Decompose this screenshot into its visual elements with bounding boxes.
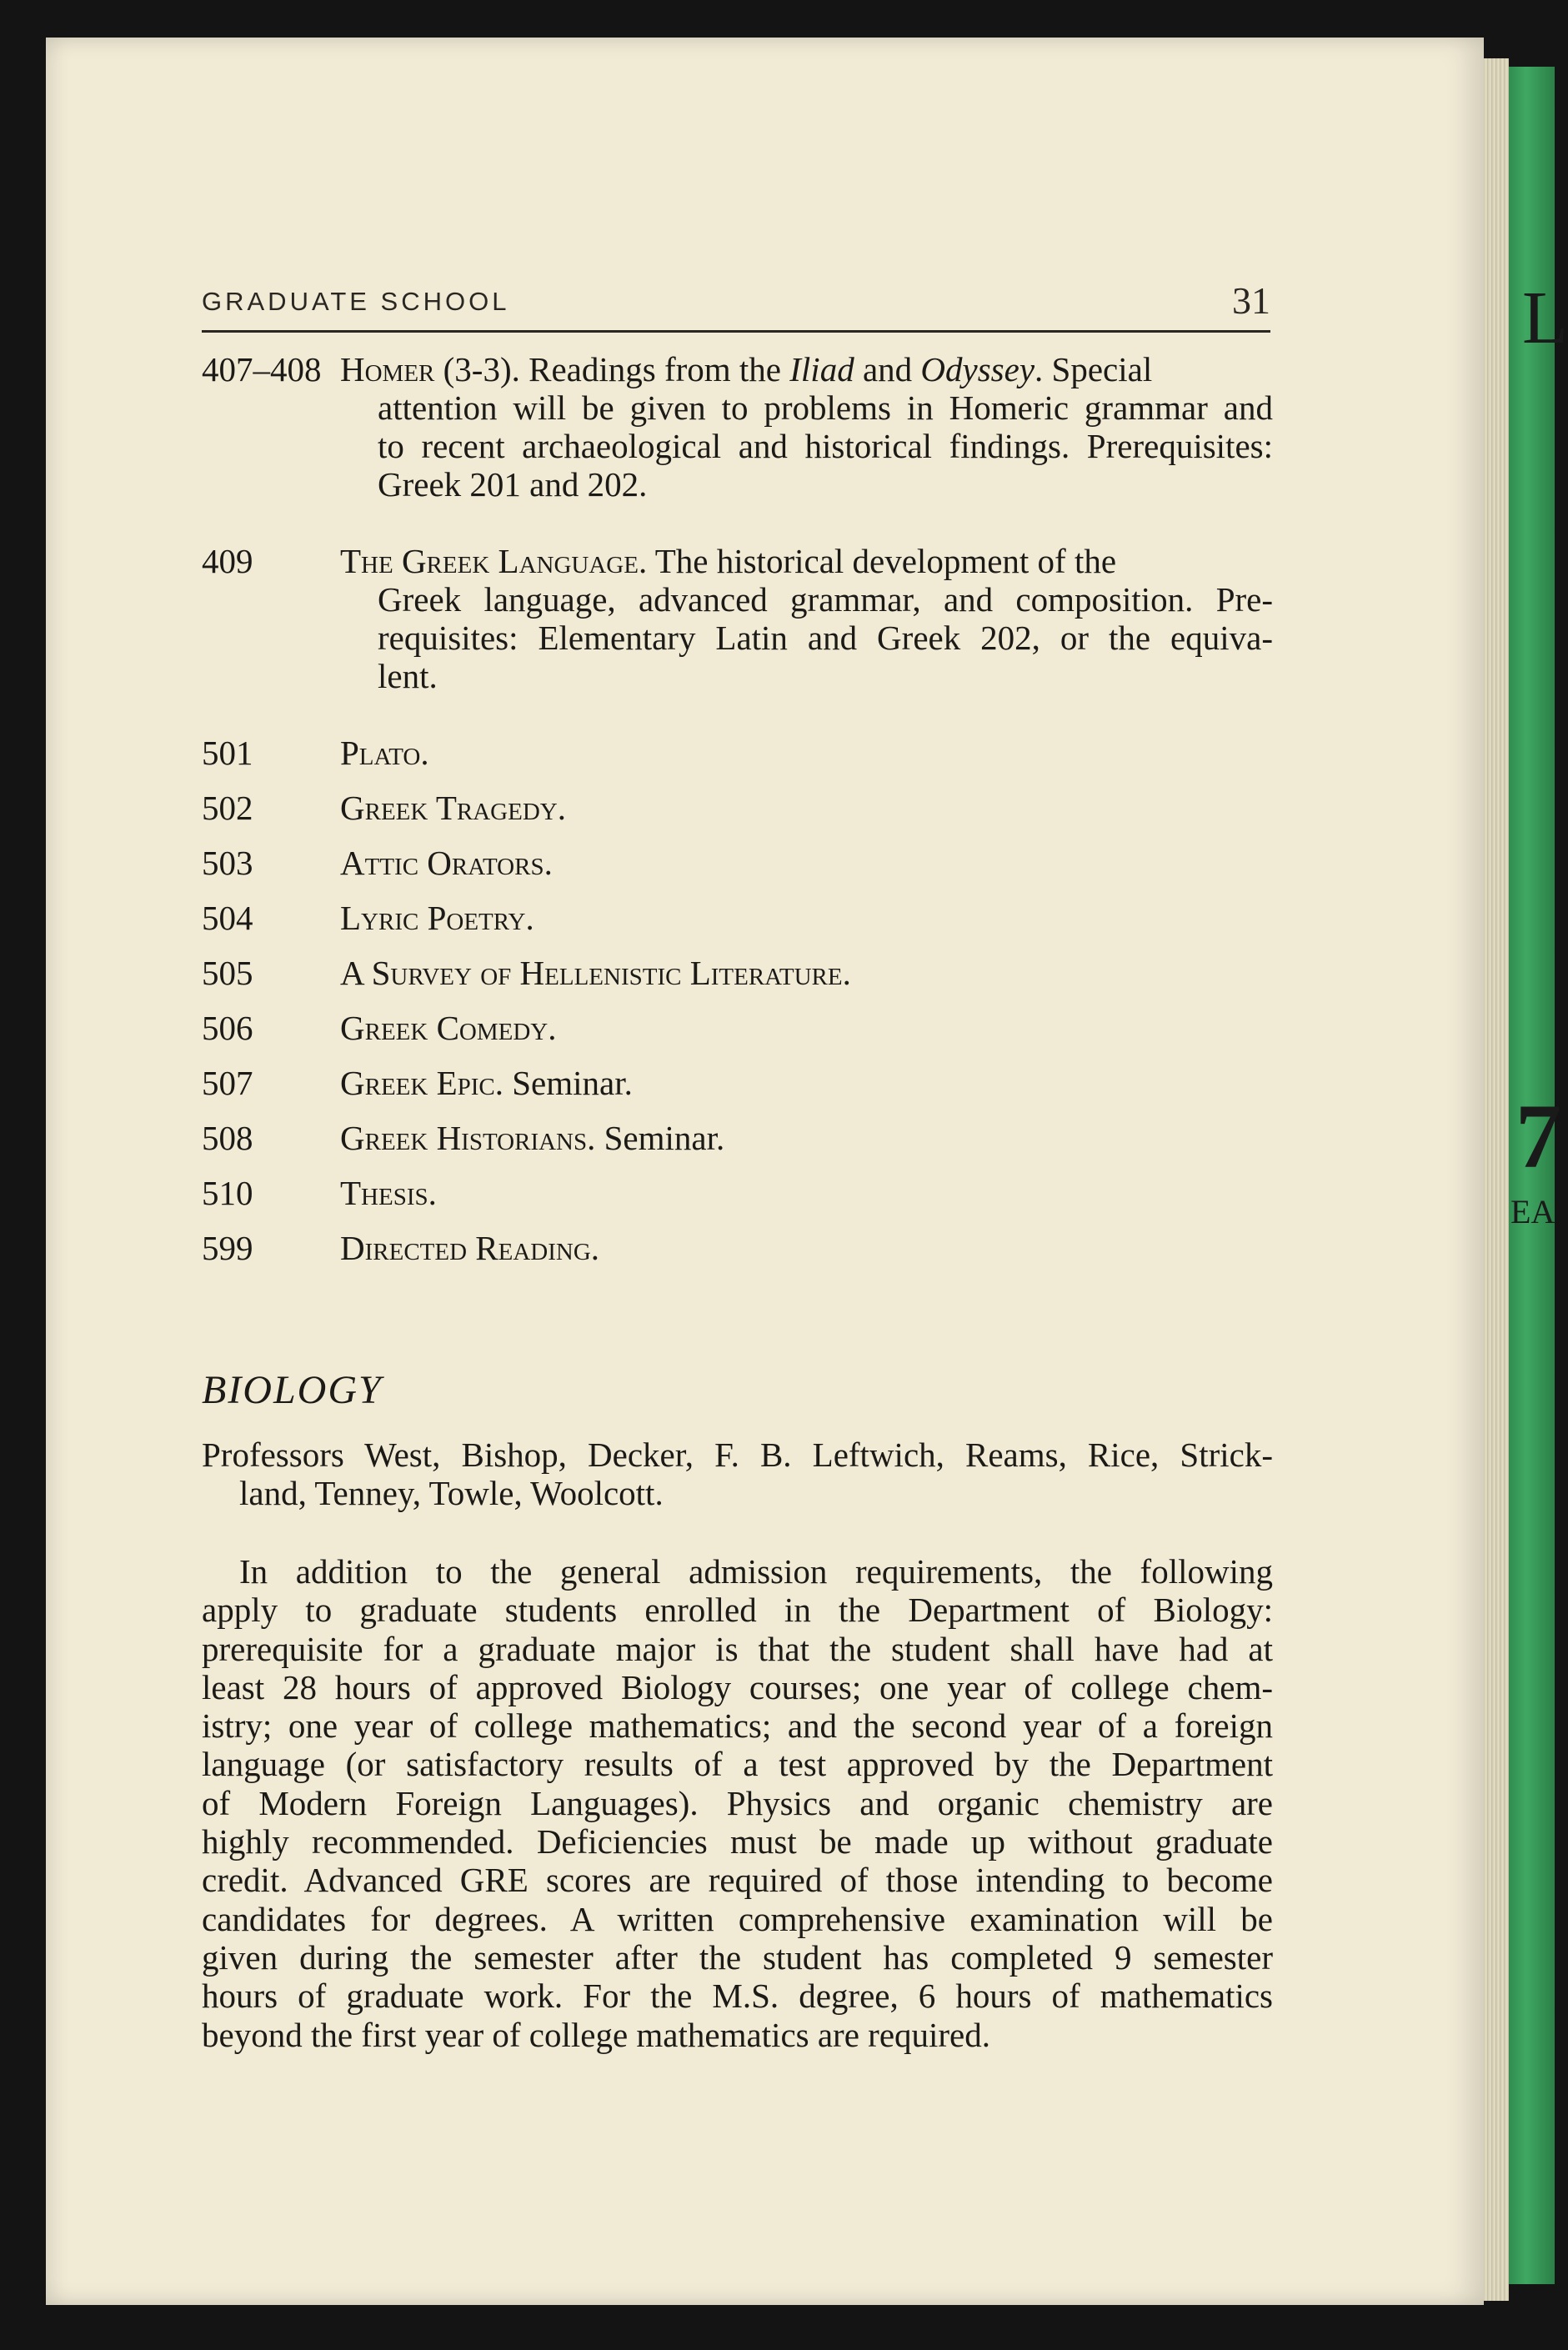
paragraph-line: istry; one year of college mathematics; and the second year of a foreign (202, 1706, 1273, 1746)
description-line: lent. (378, 657, 438, 695)
course-number: 506 (202, 1009, 253, 1047)
course-credits: (3-3). (443, 350, 520, 388)
description-line: The historical development of the (654, 542, 1117, 580)
course-number: 503 (202, 844, 253, 882)
course-entry (202, 1119, 1273, 1157)
course-title: Greek Comedy. (340, 1009, 557, 1047)
running-head-title: GRADUATE SCHOOL (202, 287, 510, 316)
course-title: Greek Epic. (340, 1064, 503, 1102)
course-number: 508 (202, 1119, 253, 1157)
faculty-line: land, Tenney, Towle, Woolcott. (239, 1474, 664, 1512)
course-description (340, 542, 1273, 695)
paragraph-line: apply to graduate students enrolled in the Department of Biology: (202, 1591, 1273, 1630)
course-entry (202, 1174, 1273, 1212)
paragraph-line: hours of graduate work. For the M.S. degree, 6 hours of mathematics (202, 1977, 1273, 2016)
paragraph-line: In addition to the general admission requirements, the following (239, 1552, 1273, 1591)
course-title: Directed Reading. (340, 1229, 600, 1267)
description-line: Readings from the Iliad and Odyssey. Special (529, 350, 1153, 388)
description-line: to recent archaeological and historical findings. Prerequisites: (378, 427, 1273, 465)
description-line: attention will be given to problems in Homeric grammar and (378, 388, 1273, 427)
paragraph-line: given during the semester after the student has completed 9 semester (202, 1937, 1273, 1977)
course-number: 502 (202, 789, 253, 827)
course-title: Greek Historians. (340, 1119, 596, 1157)
course-entry (202, 542, 1273, 695)
course-number: 507 (202, 1064, 253, 1102)
admission-paragraph (202, 1552, 1273, 2054)
paragraph-line: beyond the first year of college mathematics are required. (202, 2015, 991, 2054)
course-number: 504 (202, 899, 253, 937)
running-head (202, 279, 1270, 333)
course-title: A Survey of Hellenistic Literature. (340, 954, 851, 992)
description-line: requisites: Elementary Latin and Greek 202, or the equiva- (378, 619, 1273, 657)
faculty-list (202, 1436, 1273, 1512)
course-number: 599 (202, 1229, 253, 1267)
page-number: 31 (1232, 279, 1270, 322)
course-title: Attic Orators. (340, 844, 553, 882)
course-number: 510 (202, 1174, 253, 1212)
course-entry (202, 1009, 1273, 1047)
paragraph-line: language (or satisfactory results of a test approved by the Department (202, 1745, 1273, 1784)
course-note: Seminar. (604, 1119, 725, 1157)
course-description (340, 350, 1273, 504)
course-title: Greek Tragedy. (340, 789, 566, 827)
course-number: 505 (202, 954, 253, 992)
description-line: Greek language, advanced grammar, and composition. Pre- (378, 580, 1273, 619)
course-title: Homer (340, 350, 435, 388)
edge-glyph-ea: EA (1510, 1193, 1555, 1230)
course-entry (202, 350, 1273, 504)
edge-glyph-7: 7 (1515, 1085, 1561, 1187)
course-number: 407–408 (202, 350, 322, 388)
paragraph-line: least 28 hours of approved Biology courses; one year of college chem- (202, 1667, 1273, 1706)
course-entry (202, 1064, 1273, 1102)
section-heading-biology: BIOLOGY (202, 1368, 383, 1412)
course-entry (202, 844, 1273, 882)
paragraph-line: of Modern Foreign Languages). Physics and organic chemistry are (202, 1783, 1273, 1822)
paragraph-line: highly recommended. Deficiencies must be made up without graduate (202, 1822, 1273, 1861)
description-line: Greek 201 and 202. (378, 465, 648, 504)
course-title: Thesis. (340, 1174, 437, 1212)
course-entry (202, 954, 1273, 992)
course-title: Lyric Poetry. (340, 899, 534, 937)
paragraph-line: candidates for degrees. A written comprehensive examination will be (202, 1899, 1273, 1938)
course-title: Plato. (340, 734, 429, 772)
course-entry (202, 789, 1273, 827)
course-entry (202, 899, 1273, 937)
course-title: The Greek Language. (340, 542, 648, 580)
course-note: Seminar. (512, 1064, 633, 1102)
faculty-line: Professors West, Bishop, Decker, F. B. Leftwich, Reams, Rice, Strick- (202, 1436, 1273, 1474)
course-number: 409 (202, 542, 253, 580)
edge-glyph-l: L (1522, 277, 1568, 359)
paragraph-line: credit. Advanced GRE scores are required of those intending to become (202, 1861, 1273, 1900)
course-number: 501 (202, 734, 253, 772)
course-entry (202, 734, 1273, 772)
course-entry (202, 1229, 1273, 1267)
paragraph-line: prerequisite for a graduate major is that the student shall have had at (202, 1629, 1273, 1668)
